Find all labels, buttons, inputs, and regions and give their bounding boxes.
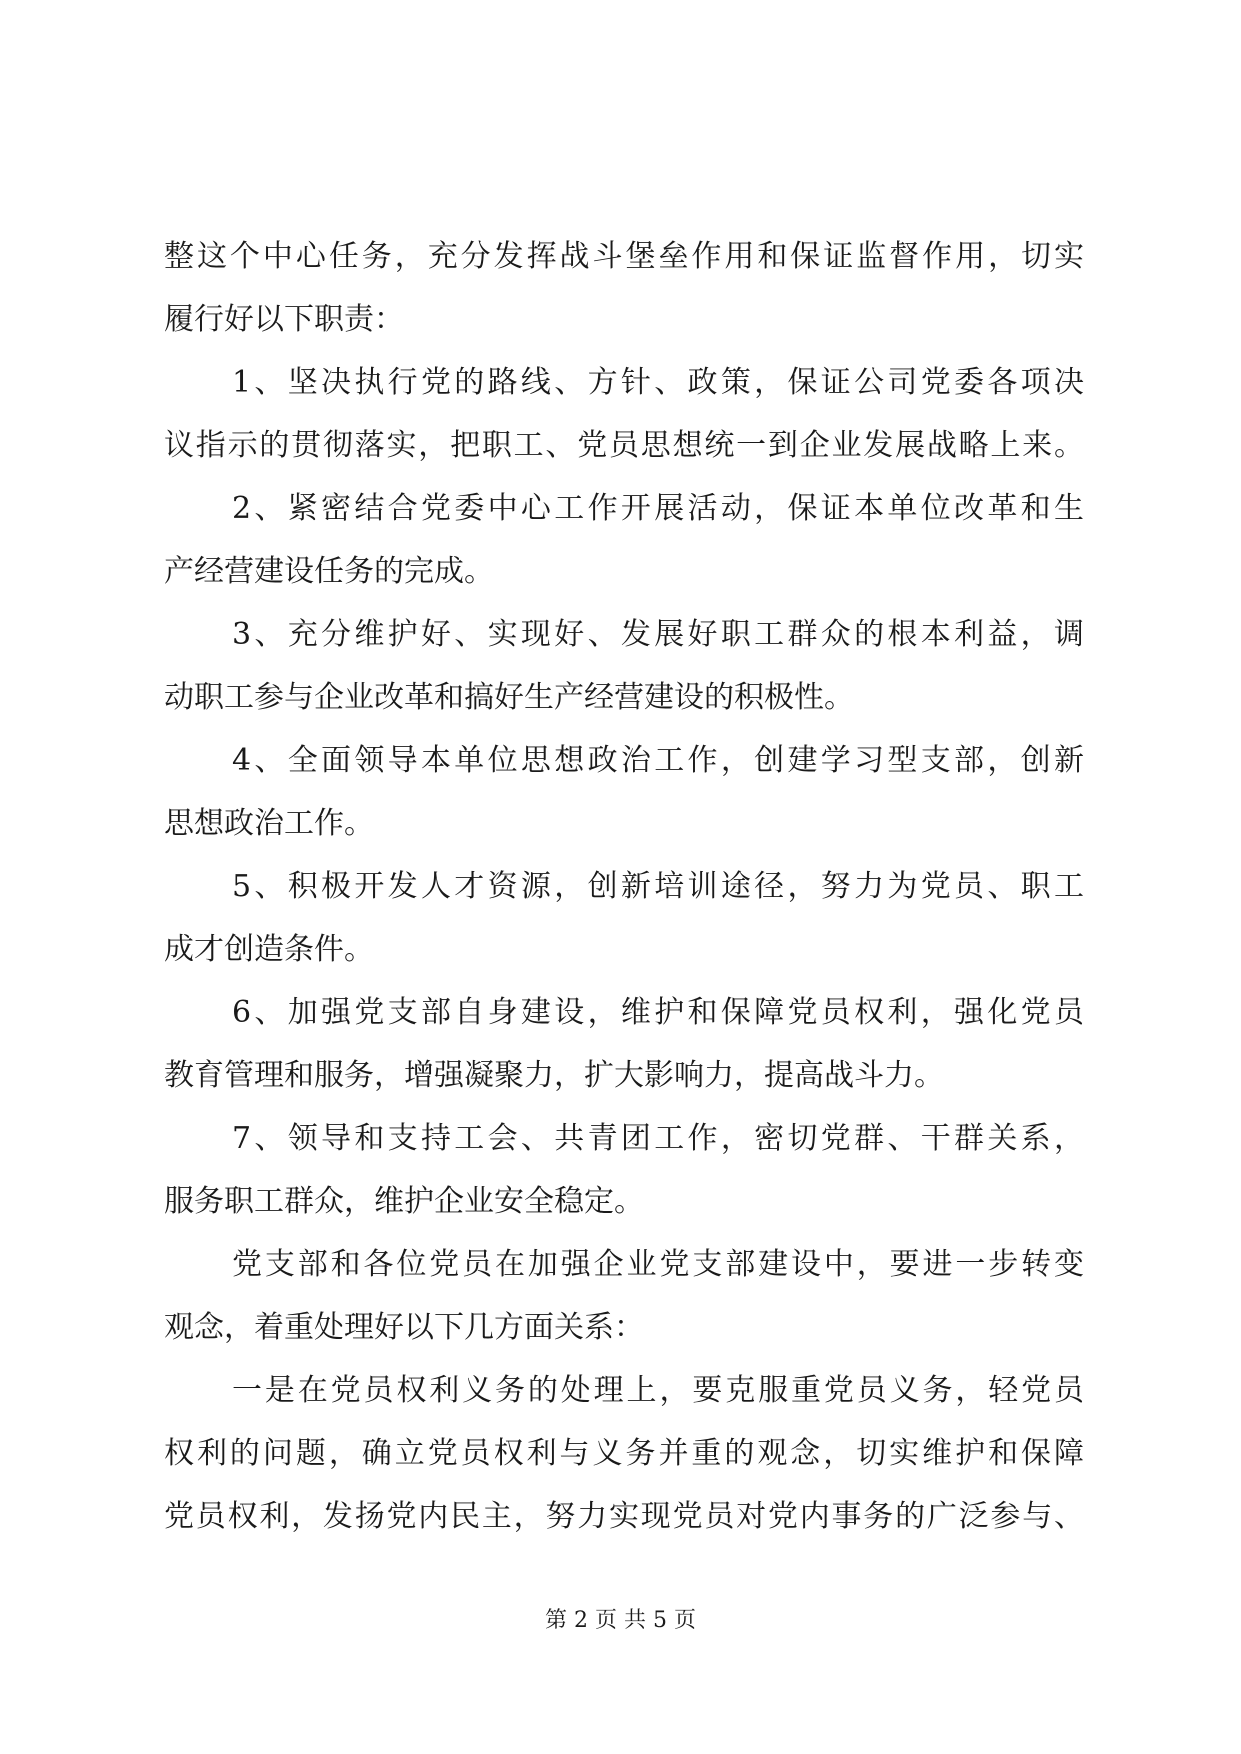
duty-6-line: 教育管理和服务，增强凝聚力，扩大影响力，提高战斗力。 (164, 1058, 944, 1093)
duty-1-line: 1、坚决执行党的路线、方针、政策，保证公司党委各项决 (232, 365, 1084, 400)
paragraph-line: 整这个中心任务，充分发挥战斗堡垒作用和保证监督作用，切实 (164, 239, 1084, 274)
duty-2-line: 产经营建设任务的完成。 (164, 554, 494, 589)
paragraph-line: 履行好以下职责： (164, 302, 404, 337)
duty-5-line: 5、积极开发人才资源，创新培训途径，努力为党员、职工 (232, 869, 1084, 904)
duty-7-line: 服务职工群众，维护企业安全稳定。 (164, 1184, 644, 1219)
page-number-footer: 第 2 页 共 5 页 (545, 1608, 696, 1633)
relation-1-line: 党员权利，发扬党内民主，努力实现党员对党内事务的广泛参与、 (164, 1499, 1084, 1534)
duty-7-line: 7、领导和支持工会、共青团工作，密切党群、干群关系， (232, 1121, 1084, 1156)
duty-2-line: 2、紧密结合党委中心工作开展活动，保证本单位改革和生 (232, 491, 1084, 526)
duty-6-line: 6、加强党支部自身建设，维护和保障党员权利，强化党员 (232, 995, 1084, 1030)
duty-3-line: 3、充分维护好、实现好、发展好职工群众的根本利益，调 (232, 617, 1084, 652)
relations-intro-line: 党支部和各位党员在加强企业党支部建设中，要进一步转变 (232, 1247, 1084, 1282)
relation-1-line: 一是在党员权利义务的处理上，要克服重党员义务，轻党员 (232, 1373, 1084, 1408)
relation-1-line: 权利的问题，确立党员权利与义务并重的观念，切实维护和保障 (164, 1436, 1084, 1471)
relations-intro-line: 观念，着重处理好以下几方面关系： (164, 1310, 644, 1345)
duty-5-line: 成才创造条件。 (164, 932, 374, 967)
duty-4-line: 4、全面领导本单位思想政治工作，创建学习型支部，创新 (232, 743, 1084, 778)
duty-3-line: 动职工参与企业改革和搞好生产经营建设的积极性。 (164, 680, 854, 715)
document-body (164, 225, 1084, 1548)
duty-1-line: 议指示的贯彻落实，把职工、党员思想统一到企业发展战略上来。 (164, 428, 1084, 463)
duty-4-line: 思想政治工作。 (164, 806, 374, 841)
